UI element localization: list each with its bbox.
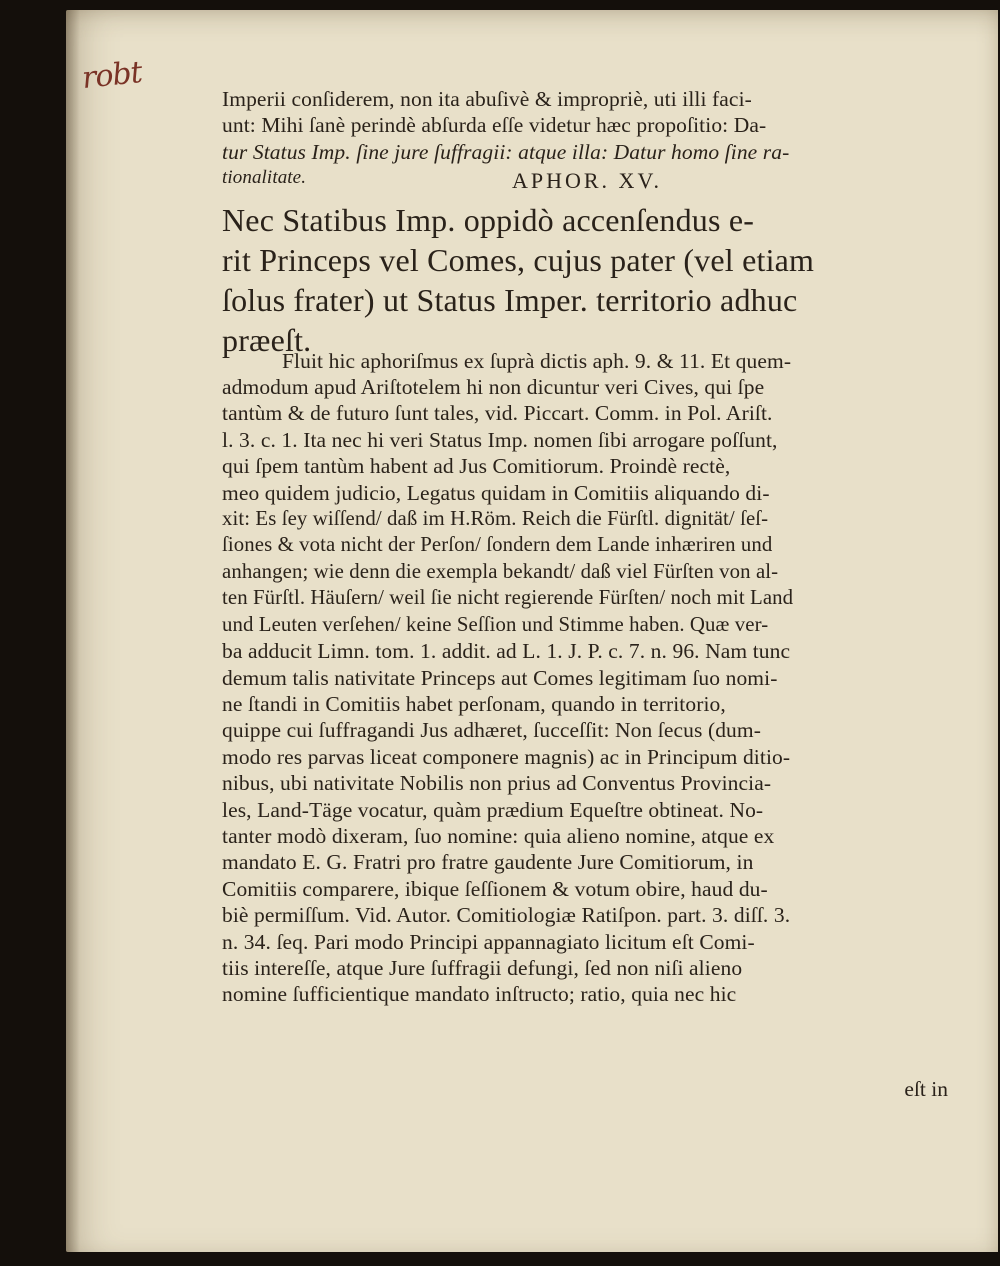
aphorism-line: ſolus frater) ut Status Imper. territorio adhuc — [222, 281, 798, 318]
text-line: nibus, ubi nativitate Nobilis non prius ad Conventus Provincia- — [222, 771, 772, 796]
text-line: Imperii conſiderem, non ita abuſivè & impropriè, uti illi faci- — [222, 87, 752, 111]
aphorism-line: præeſt. — [222, 321, 312, 358]
text-line: xit: Es ſey wiſſend/ daß im H.Röm. Reich die Fürſtl. dignität/ ſeſ- — [222, 507, 769, 531]
text-line: biè permiſſum. Vid. Autor. Comitiologiæ Ratiſpon. part. 3. diſſ. 3. — [222, 903, 791, 928]
text-line: admodum apud Ariſtotelem hi non dicuntur veri Cives, qui ſpe — [222, 375, 765, 400]
text-line: qui ſpem tantùm habent ad Jus Comitiorum. Proindè rectè, — [222, 454, 731, 479]
text-line: Comitiis comparere, ibique ſeſſionem & votum obire, haud du- — [222, 876, 768, 901]
aphorism-statement — [222, 200, 952, 360]
aphorism-line: rit Princeps vel Comes, cujus pater (vel etiam — [222, 241, 815, 278]
text-line: l. 3. c. 1. Ita nec hi veri Status Imp. nomen ſibi arrogare poſſunt, — [222, 427, 778, 452]
text-line: ba adducit Limn. tom. 1. addit. ad L. 1. J. P. c. 7. n. 96. Nam tunc — [222, 639, 791, 664]
text-line: anhangen; wie denn die exempla bekandt/ daß viel Fürſten von al- — [222, 559, 779, 583]
text-line: tur Status Imp. ſine jure ſuffragii: atque illa: Datur homo ſine ra- — [222, 139, 790, 164]
aphorism-heading: APHOR. XV. — [511, 167, 662, 193]
text-line: nomine ſufficientique mandato inſtructo; ratio, quia nec hic — [222, 982, 737, 1007]
text-line: unt: Mihi ſanè perindè abſurda eſſe videtur hæc propoſitio: Da- — [222, 113, 767, 138]
text-line: les, Land-Täge vocatur, quàm prædium Equeſtre obtineat. No- — [222, 797, 764, 822]
page-gutter-shadow — [66, 10, 80, 1252]
text-line: tiis intereſſe, atque Jure ſuffragii defungi, ſed non niſi alieno — [222, 955, 743, 980]
text-line: und Leuten verſehen/ keine Seſſion und Stimme haben. Quæ ver- — [222, 612, 769, 636]
text-line: ten Fürſtl. Häuſern/ weil ſie nicht regierende Fürſten/ noch mit Land — [222, 586, 794, 610]
commentary-paragraph — [222, 348, 952, 1008]
text-line: meo quidem judicio, Legatus quidam in Comitiis aliquando di- — [222, 480, 770, 505]
handwritten-margin-note: robt — [80, 54, 144, 97]
text-line: quippe cui ſuffragandi Jus adhæret, ſucceſſit: Non ſecus (dum- — [222, 718, 761, 743]
text-line: mandato E. G. Fratri pro fratre gaudente Jure Comitiorum, in — [222, 850, 754, 875]
text-line: tionalitate. — [222, 167, 307, 189]
text-line: ne ſtandi in Comitiis habet perſonam, quando in territorio, — [222, 691, 726, 716]
text-line: n. 34. ſeq. Pari modo Principi appannagiato licitum eſt Comi- — [222, 929, 755, 954]
text-line: tantùm & de futuro ſunt tales, vid. Piccart. Comm. in Pol. Ariſt. — [222, 401, 773, 426]
catchword: eſt in — [904, 1077, 948, 1101]
text-line: ſiones & vota nicht der Perſon/ ſondern dem Lande inhæriren und — [222, 533, 773, 557]
text-line: demum talis nativitate Princeps aut Comes legitimam ſuo nomi- — [222, 665, 778, 690]
text-line: Fluit hic aphoriſmus ex ſuprà dictis aph. 9. & 11. Et quem- — [282, 348, 792, 373]
page-text — [222, 86, 952, 1008]
text-line: modo res parvas liceat componere magnis) ac in Principum ditio- — [222, 744, 791, 769]
text-line: tanter modò dixeram, ſuo nomine: quia alieno nomine, atque ex — [222, 823, 775, 848]
aphorism-line: Nec Statibus Imp. oppidò accenſendus e- — [222, 201, 755, 238]
